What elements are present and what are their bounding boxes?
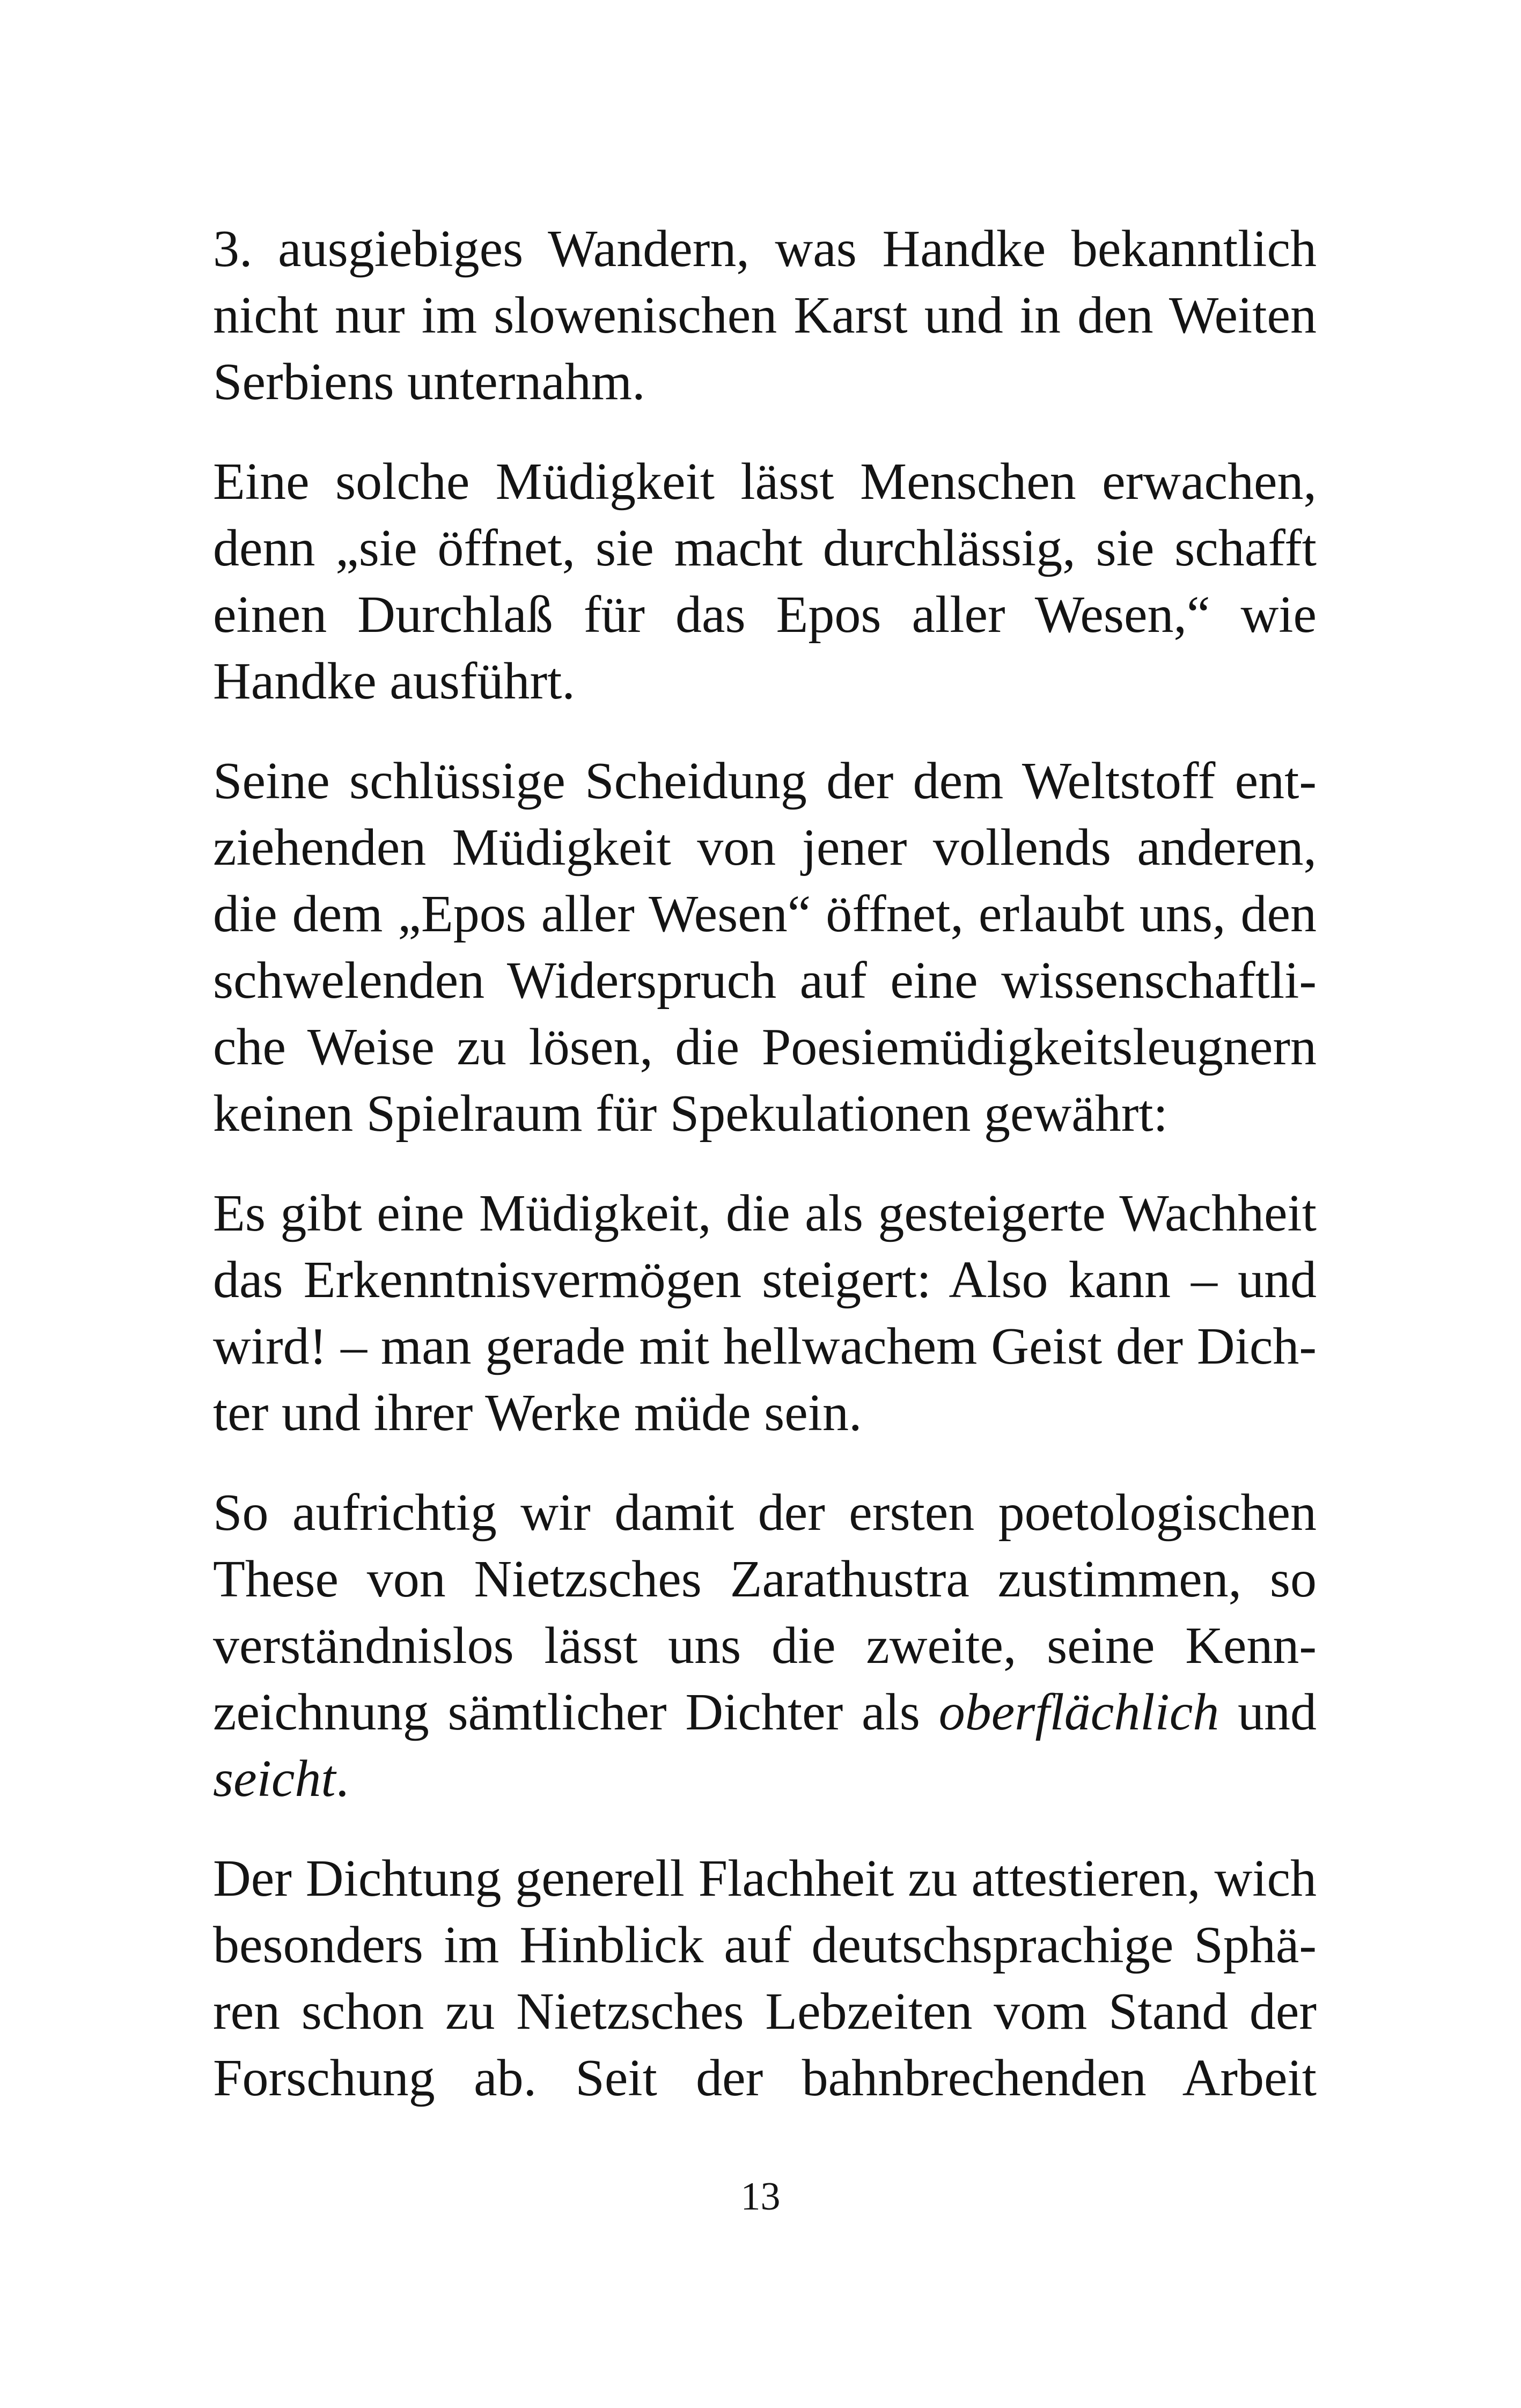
text-line: Eine solche Müdigkeit lässt Menschen erwachen, <box>213 453 1317 511</box>
text-line: ren schon zu Nietzsches Lebzeiten vom Stand der <box>213 1983 1317 2041</box>
text-line: So aufrichtig wir damit der ersten poetologischen <box>213 1484 1317 1542</box>
text-line: die dem „Epos aller Wesen“ öffnet, erlaubt uns, den <box>213 885 1317 943</box>
paragraph-1 <box>213 216 1317 415</box>
text-line: Forschung ab. Seit der bahnbrechenden Arbeit <box>213 2049 1317 2107</box>
italic-emphasis: oberflächlich <box>938 1683 1219 1741</box>
text-line: che Weise zu lösen, die Poesiemüdigkeitsleugnern <box>213 1018 1317 1076</box>
paragraph-3 <box>213 748 1317 1147</box>
text-line: schwelenden Widerspruch auf eine wissenschaftli- <box>213 952 1317 1010</box>
text-line: Seine schlüssige Scheidung der dem Weltstoff ent- <box>213 752 1317 810</box>
text-line: ziehenden Müdigkeit von jener vollends anderen, <box>213 819 1317 877</box>
text-span: zeichnung sämtlicher Dichter als <box>213 1683 939 1741</box>
text-line: ter und ihrer Werke müde sein. <box>213 1384 862 1442</box>
text-line: keinen Spielraum für Spekulationen gewährt: <box>213 1085 1168 1143</box>
text-line: besonders im Hinblick auf deutschsprachige Sphä- <box>213 1916 1317 1974</box>
paragraph-5 <box>213 1479 1317 1812</box>
text-line: Handke ausführt. <box>213 652 575 710</box>
page-number: 13 <box>740 2175 781 2219</box>
text-line: das Erkenntnisvermögen steigert: Also kann – und <box>213 1251 1317 1309</box>
italic-emphasis: seicht <box>213 1750 336 1808</box>
paragraph-2 <box>213 448 1317 715</box>
text-line: These von Nietzsches Zarathustra zustimmen, so <box>213 1550 1317 1608</box>
text-line: einen Durchlaß für das Epos aller Wesen,“ wie <box>213 586 1317 644</box>
text-line: wird! – man gerade mit hellwachem Geist der Dich- <box>213 1317 1317 1375</box>
text-line: Serbiens unternahm. <box>213 353 645 411</box>
text-span: und <box>1219 1683 1317 1741</box>
body-text <box>213 216 1317 2145</box>
text-line: 3. ausgiebiges Wandern, was Handke bekanntlich <box>213 220 1317 278</box>
text-line: denn „sie öffnet, sie macht durchlässig, sie schafft <box>213 519 1317 577</box>
text-line: verständnislos lässt uns die zweite, seine Kenn- <box>213 1617 1317 1675</box>
text-line <box>213 1746 1317 1812</box>
paragraph-4 <box>213 1180 1317 1446</box>
paragraph-6 <box>213 1845 1317 2111</box>
text-line: Der Dichtung generell Flachheit zu attestieren, wich <box>213 1850 1317 1908</box>
text-span: . <box>335 1750 349 1808</box>
text-line <box>213 1679 1317 1746</box>
text-line: nicht nur im slowenischen Karst und in den Weiten <box>213 286 1317 344</box>
text-line: Es gibt eine Müdigkeit, die als gesteigerte Wachheit <box>213 1184 1317 1242</box>
